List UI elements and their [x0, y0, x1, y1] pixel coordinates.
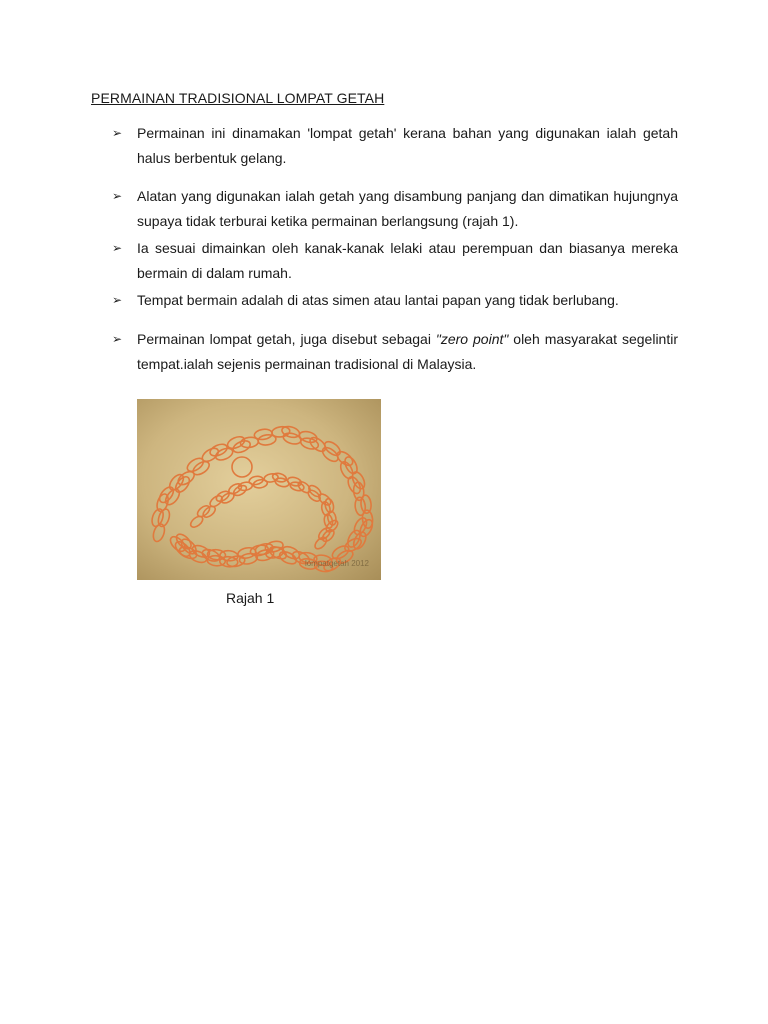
arrow-bullet-icon: ➢ — [112, 126, 123, 140]
rope-illustration — [137, 399, 381, 580]
rubber-band-loop — [237, 546, 257, 559]
arrow-bullet-icon: ➢ — [112, 189, 123, 203]
rubber-band-loop — [226, 434, 246, 450]
photo-watermark: lompatgetah 2012 — [304, 559, 369, 568]
figure-caption: Rajah 1 — [226, 590, 275, 606]
bullet-item — [112, 288, 678, 313]
bullet-text — [137, 327, 678, 377]
rubber-band-loop — [168, 534, 188, 554]
rubber-band-loop — [350, 470, 367, 491]
rubber-band-loop — [322, 439, 342, 458]
rubber-band-loop — [313, 535, 329, 551]
bullet-text: Alatan yang digunakan ialah getah yang disambung panjang dan dimatikan hujungnya supaya tidak terburai ketika permainan berlangsung (rajah 1). — [137, 188, 678, 229]
bullet-text: Tempat bermain adalah di atas simen atau lantai papan yang tidak berlubang. — [137, 292, 619, 308]
bullet-text-before: Permainan lompat getah, juga disebut sebagai — [137, 331, 436, 347]
rubber-band-rope-photo — [137, 399, 381, 580]
rubber-band-loop — [167, 472, 186, 492]
zero-point-emphasis: "zero point" — [435, 331, 509, 347]
bullet-item — [112, 327, 678, 377]
arrow-bullet-icon: ➢ — [112, 241, 123, 255]
bullet-text: Ia sesuai dimainkan oleh kanak-kanak lelaki atau perempuan dan biasanya mereka bermain di dalam rumah. — [137, 240, 678, 281]
arrow-bullet-icon: ➢ — [112, 332, 123, 346]
bullet-item — [112, 121, 678, 171]
page-title: PERMAINAN TRADISIONAL LOMPAT GETAH — [91, 90, 385, 106]
bullet-item — [112, 236, 678, 286]
bullet-text-after: oleh masyarakat segelintir tempat.ialah sejenis permainan tradisional di Malaysia. — [137, 331, 679, 372]
bullet-text: Permainan ini dinamakan 'lompat getah' kerana bahan yang digunakan ialah getah halus berbentuk gelang. — [137, 125, 678, 166]
bullet-item — [112, 184, 678, 234]
arrow-bullet-icon: ➢ — [112, 293, 123, 307]
rope-knot-loop — [232, 457, 252, 477]
